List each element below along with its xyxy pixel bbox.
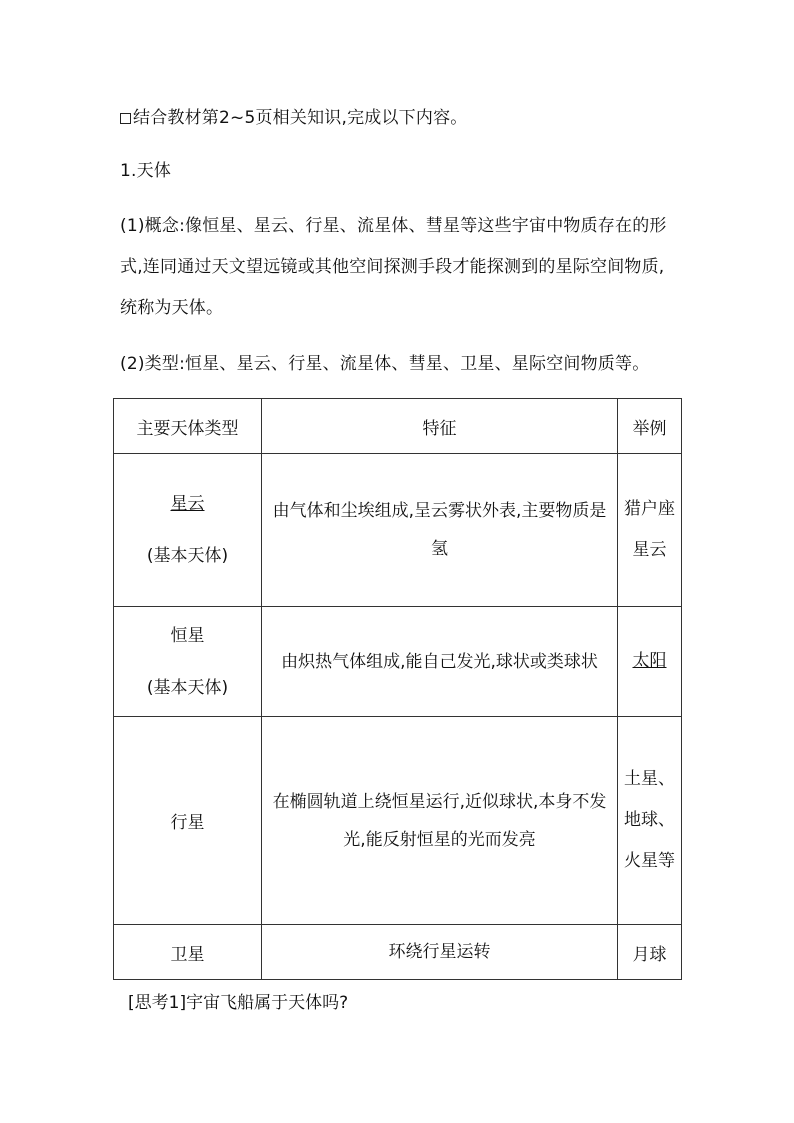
example-cell: 土星、地球、火星等 [618, 717, 682, 925]
type-sub: (基本天体) [146, 677, 229, 698]
example-cell: 月球 [618, 925, 682, 980]
feature-cell: 由气体和尘埃组成,呈云雾状外表,主要物质是氢 [262, 454, 618, 607]
header-feature: 特征 [262, 399, 618, 454]
type-name: 行星 [170, 813, 205, 833]
table-row [114, 607, 682, 717]
type-cell [114, 717, 262, 925]
table-row [114, 925, 682, 980]
table-row [114, 717, 682, 925]
type-cell [114, 925, 262, 980]
section-heading: 1.天体 [120, 161, 172, 181]
checkbox-icon [120, 113, 131, 124]
type-name: 卫星 [170, 944, 205, 965]
example-cell: 猎户座星云 [618, 454, 682, 607]
header-type: 主要天体类型 [114, 399, 262, 454]
type-name: 恒星 [170, 625, 205, 646]
concept-paragraph: (1)概念:像恒星、星云、行星、流星体、彗星等这些宇宙中物质存在的形式,连同通过天文望远镜或其他空间探测手段才能探测到的星际空间物质,统称为天体。 [120, 216, 667, 318]
types-paragraph: (2)类型:恒星、星云、行星、流星体、彗星、卫星、星际空间物质等。 [120, 354, 650, 374]
feature-cell: 在椭圆轨道上绕恒星运行,近似球状,本身不发光,能反射恒星的光而发亮 [262, 717, 618, 925]
type-cell [114, 607, 262, 717]
type-cell [114, 454, 262, 607]
type-name: 星云 [170, 494, 205, 514]
think-question: [思考1]宇宙飞船属于天体吗? [128, 993, 349, 1013]
header-example: 举例 [618, 399, 682, 454]
type-sub: (基本天体) [146, 546, 229, 566]
intro-text: 结合教材第2~5页相关知识,完成以下内容。 [133, 108, 468, 128]
intro-line [120, 98, 680, 139]
feature-cell: 由炽热气体组成,能自己发光,球状或类球状 [262, 607, 618, 717]
feature-cell: 环绕行星运转 [262, 925, 618, 980]
celestial-bodies-table [113, 398, 682, 980]
table-header-row [114, 399, 682, 454]
example-cell: 太阳 [618, 607, 682, 717]
table-row [114, 454, 682, 607]
